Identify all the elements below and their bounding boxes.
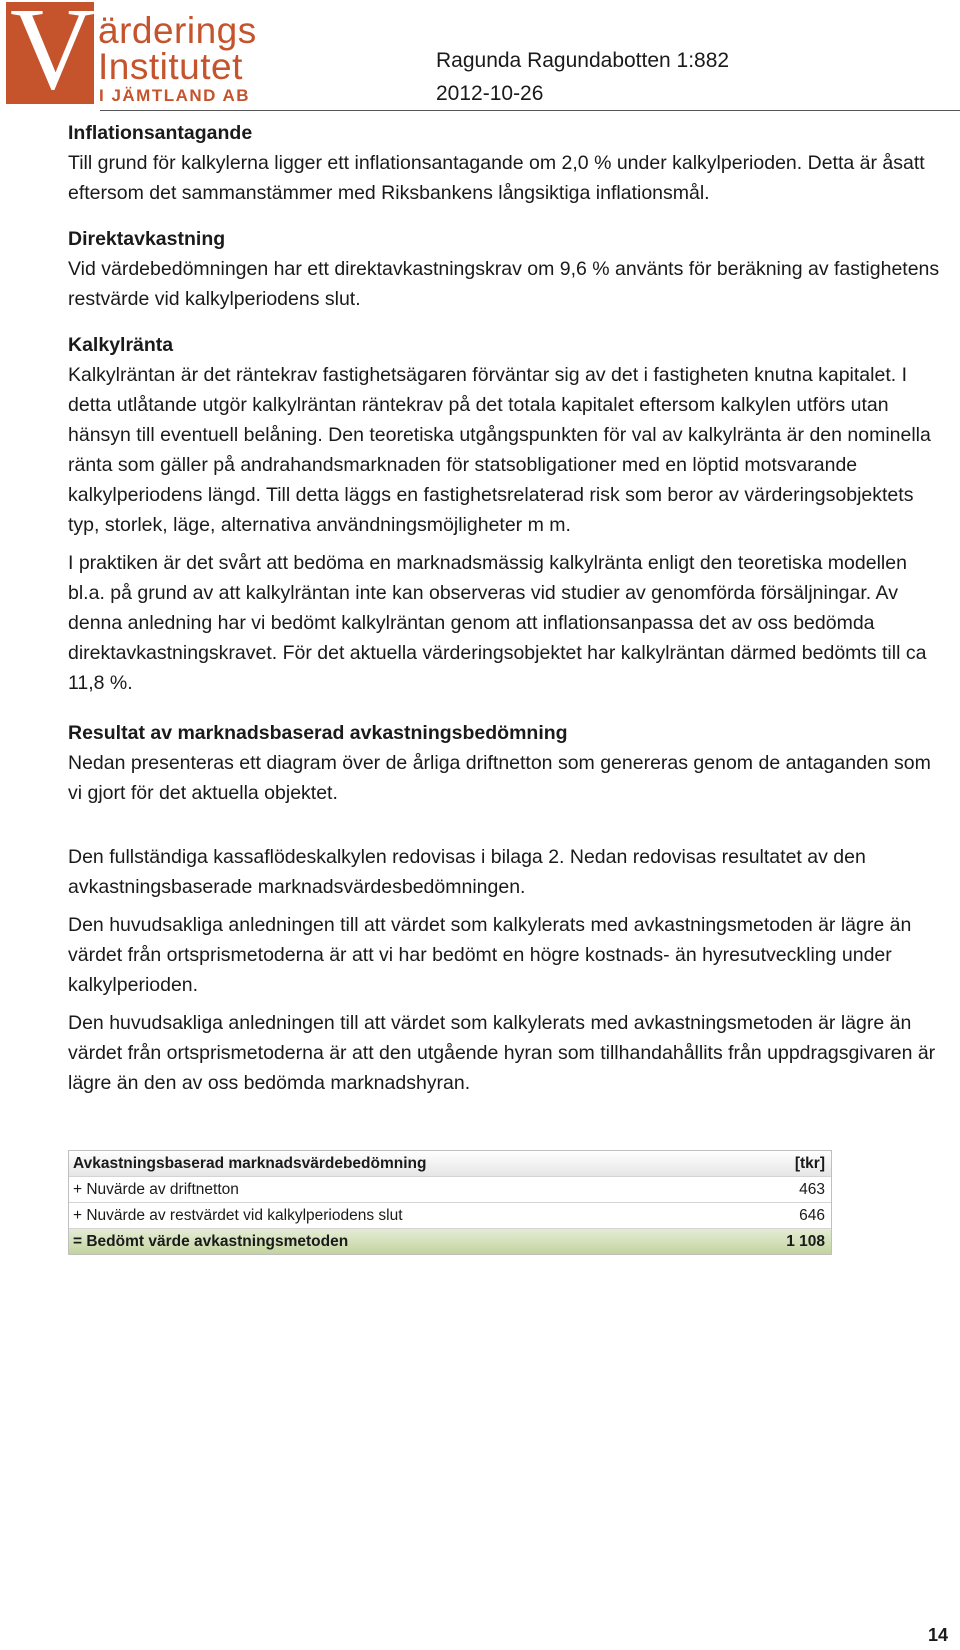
result-text-3: Den huvudsakliga anledningen till att värdet som kalkylerats med avkastningsmetoden är lägre än värdet från ortsprismetoderna är att vi har bedömt en högre kostnads- än hyresutveckling under kalkylperioden. xyxy=(68,914,912,996)
report-date: 2012-10-26 xyxy=(436,82,544,105)
inflation-heading: Inflationsantagande xyxy=(68,122,253,144)
row-value: 646 xyxy=(799,1207,825,1224)
inflation-text: Till grund för kalkylerna ligger ett inflationsantagande om 2,0 % under kalkylperioden. Detta är åsatt eftersom det sammanstämmer med Riksbankens långsiktiga inflationsmål. xyxy=(68,152,925,204)
company-logo xyxy=(6,0,257,114)
logo-word-3: I JÄMTLAND AB xyxy=(99,86,251,105)
discount-rate-text-2: I praktiken är det svårt att bedöma en marknadsmässig kalkylränta enligt den teoretiska modellen bl.a. på grund av att kalkylräntan inte kan observeras vid studier av genomförda försäljningar. Av denna anledning har vi bedömt kalkylräntan genom att inflationsanpassa det av oss bedömda direktavkastningskravet. För det aktuella värderingsobjektet har kalkylräntan därmed bedömts till ca 11,8 %. xyxy=(68,552,927,694)
table-unit: [tkr] xyxy=(794,1155,825,1172)
document-body xyxy=(68,118,948,1098)
table-title: Avkastningsbaserad marknadsvärdebedömning xyxy=(73,1155,427,1172)
result-heading: Resultat av marknadsbaserad avkastningsbedömning xyxy=(68,722,568,744)
row-label: + Nuvärde av restvärdet vid kalkylperiodens slut xyxy=(73,1207,403,1224)
table-result-row xyxy=(69,1229,831,1254)
row-value: 1 108 xyxy=(786,1233,825,1250)
logo-word-2: Institutet xyxy=(98,46,243,87)
table-header xyxy=(69,1151,831,1177)
row-value: 463 xyxy=(799,1181,825,1198)
row-label: + Nuvärde av driftnetton xyxy=(73,1181,239,1198)
property-designation: Ragunda Ragundabotten 1:882 xyxy=(436,49,730,72)
result-text-1: Nedan presenteras ett diagram över de årliga driftnetton som genereras genom de antaganden som vi gjort för det aktuella objektet. xyxy=(68,752,931,804)
page-header xyxy=(0,0,960,115)
valuation-table xyxy=(68,1150,832,1255)
direct-yield-heading: Direktavkastning xyxy=(68,228,226,250)
discount-rate-heading: Kalkylränta xyxy=(68,334,174,356)
discount-rate-text-1: Kalkylräntan är det räntekrav fastighetsägaren förväntar sig av det i fastigheten knutna kapitalet. I detta utlåtande utgör kalkylräntan räntekrav på det totala kapitalet eftersom kalkylen utförs utan hänsyn till eventuell belåning. Den teoretiska utgångspunkten för val av kalkylränta är den nominella ränta som gäller på andrahandsmarknaden för statsobligationer med en löptid motsvarande kalkylperiodens längd. Till detta läggs en fastighetsrelaterad risk som beror av värderingsobjektets typ, storlek, läge, alternativa användningsmöjligheter m m. xyxy=(68,364,931,536)
page-number: 14 xyxy=(927,1625,948,1645)
logo-letter: V xyxy=(10,0,96,114)
direct-yield-text: Vid värdebedömningen har ett direktavkastningskrav om 9,6 % använts för beräkning av fastighetens restvärde vid kalkylperiodens slut. xyxy=(68,258,940,310)
result-text-4: Den huvudsakliga anledningen till att värdet som kalkylerats med avkastningsmetoden är lägre än värdet från ortsprismetoderna är att den utgående hyran som tillhandahållits från uppdragsgivaren är lägre än den av oss bedömda marknadshyran. xyxy=(68,1012,936,1094)
table-row xyxy=(69,1177,831,1203)
result-text-2: Den fullständiga kassaflödeskalkylen redovisas i bilaga 2. Nedan redovisas resultatet av den avkastningsbaserade marknadsvärdesbedömningen. xyxy=(68,846,866,898)
logo-word-1: ärderings xyxy=(98,10,257,51)
table-row xyxy=(69,1203,831,1229)
header-rule xyxy=(100,110,960,111)
row-label: = Bedömt värde avkastningsmetoden xyxy=(73,1233,349,1250)
